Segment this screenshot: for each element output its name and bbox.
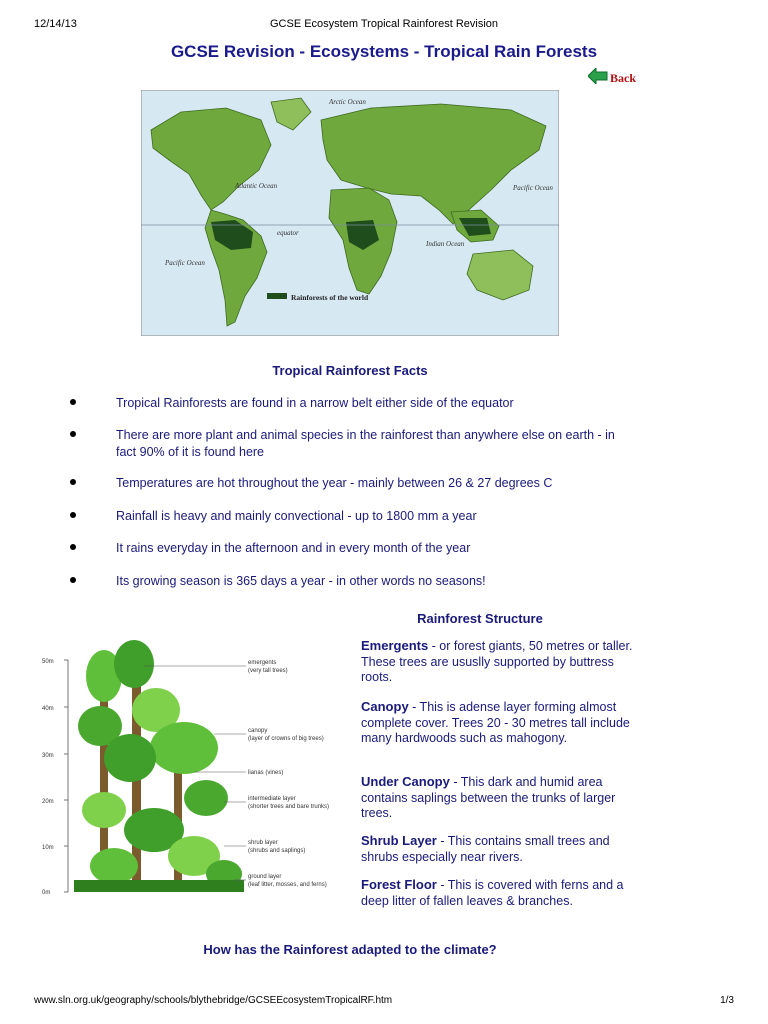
height-label: 10m (42, 845, 54, 851)
back-button-label: Back (610, 71, 637, 85)
fact-text: There are more plant and animal species in the rainforest than anywhere else on earth - in fact 90% of it is found here (116, 428, 615, 459)
map-label-pacific-west: Pacific Ocean (165, 259, 205, 267)
structure-heading: Rainforest Structure (417, 611, 543, 626)
bullet-icon (70, 544, 76, 550)
structure-desc: - This is adense layer forming almost complete cover. Trees 20 - 30 metres tall include many hardwoods such as mahogony. (361, 700, 630, 745)
map-label-atlantic: Atlantic Ocean (235, 182, 278, 190)
layer-label: shrub layer (248, 840, 278, 846)
structure-forest-floor (361, 877, 633, 909)
map-label-indian: Indian Ocean (426, 240, 465, 248)
bullet-icon (70, 399, 76, 405)
print-page-number: 1/3 (720, 995, 734, 1006)
fact-text: Its growing season is 365 days a year - in other words no seasons! (116, 574, 486, 588)
rainforest-layers-diagram (34, 630, 350, 900)
map-legend-label: Rainforests of the world (291, 293, 369, 302)
layer-label: ground layer (248, 874, 282, 880)
structure-term: Under Canopy (361, 774, 450, 789)
print-date: 12/14/13 (34, 18, 77, 30)
structure-term: Emergents (361, 638, 429, 653)
height-label: 50m (42, 659, 54, 665)
layer-sublabel: (shorter trees and bare trunks) (248, 804, 330, 810)
map-label-arctic: Arctic Ocean (329, 98, 366, 106)
structure-shrub-layer (361, 833, 633, 865)
structure-desc: - This dark and humid area contains saplings between the trunks of larger trees. (361, 775, 616, 820)
structure-emergents (361, 638, 633, 686)
bullet-icon (70, 431, 76, 437)
map-label-equator: equator (277, 229, 299, 237)
tree-illustration (74, 640, 244, 892)
bullet-icon (70, 512, 76, 518)
arrow-left-icon (588, 68, 608, 89)
facts-heading: Tropical Rainforest Facts (272, 363, 428, 378)
print-footer-url: www.sln.org.uk/geography/schools/blythebridge/GCSEEcosystemTropicalRF.htm (34, 995, 393, 1006)
layer-label: lianas (vines) (248, 770, 284, 776)
fact-text: Tropical Rainforests are found in a narrow belt either side of the equator (116, 396, 514, 410)
structure-under-canopy (361, 774, 633, 822)
layer-sublabel: (shrubs and saplings) (248, 848, 306, 854)
height-label: 40m (42, 706, 54, 712)
structure-canopy (361, 699, 633, 747)
layer-sublabel: (very tall trees) (248, 668, 288, 674)
adaptation-question: How has the Rainforest adapted to the climate? (203, 942, 497, 957)
height-label: 30m (42, 753, 54, 759)
bullet-icon (70, 479, 76, 485)
fact-text: Rainfall is heavy and mainly convectional - up to 1800 mm a year (116, 509, 477, 523)
structure-term: Shrub Layer (361, 833, 437, 848)
layer-label: emergents (248, 660, 277, 666)
world-rainforest-map (141, 90, 559, 336)
height-label: 20m (42, 799, 54, 805)
structure-desc: - or forest giants, 50 metres or taller. These trees are ususlly supported by buttress roots. (361, 639, 633, 684)
layer-sublabel: (leaf litter, mosses, and ferns) (248, 882, 327, 888)
map-label-pacific-east: Pacific Ocean (513, 184, 553, 192)
fact-text: It rains everyday in the afternoon and in every month of the year (116, 541, 471, 555)
back-button[interactable] (588, 68, 636, 89)
layer-label: intermediate layer (248, 796, 296, 802)
structure-term: Forest Floor (361, 877, 437, 892)
layer-label: canopy (248, 728, 268, 734)
structure-desc: - This contains small trees and shrubs especially near rivers. (361, 834, 610, 864)
structure-term: Canopy (361, 699, 409, 714)
print-header-title: GCSE Ecosystem Tropical Rainforest Revision (269, 18, 499, 30)
structure-desc: - This is covered with ferns and a deep litter of fallen leaves & branches. (361, 878, 624, 908)
map-legend-swatch (267, 293, 287, 299)
page-title: GCSE Revision - Ecosystems - Tropical Rain Forests (170, 42, 598, 61)
layer-sublabel: (layer of crowns of big trees) (248, 736, 324, 742)
height-label: 0m (42, 890, 51, 896)
bullet-icon (70, 577, 76, 583)
fact-text: Temperatures are hot throughout the year - mainly between 26 & 27 degrees C (116, 476, 553, 490)
